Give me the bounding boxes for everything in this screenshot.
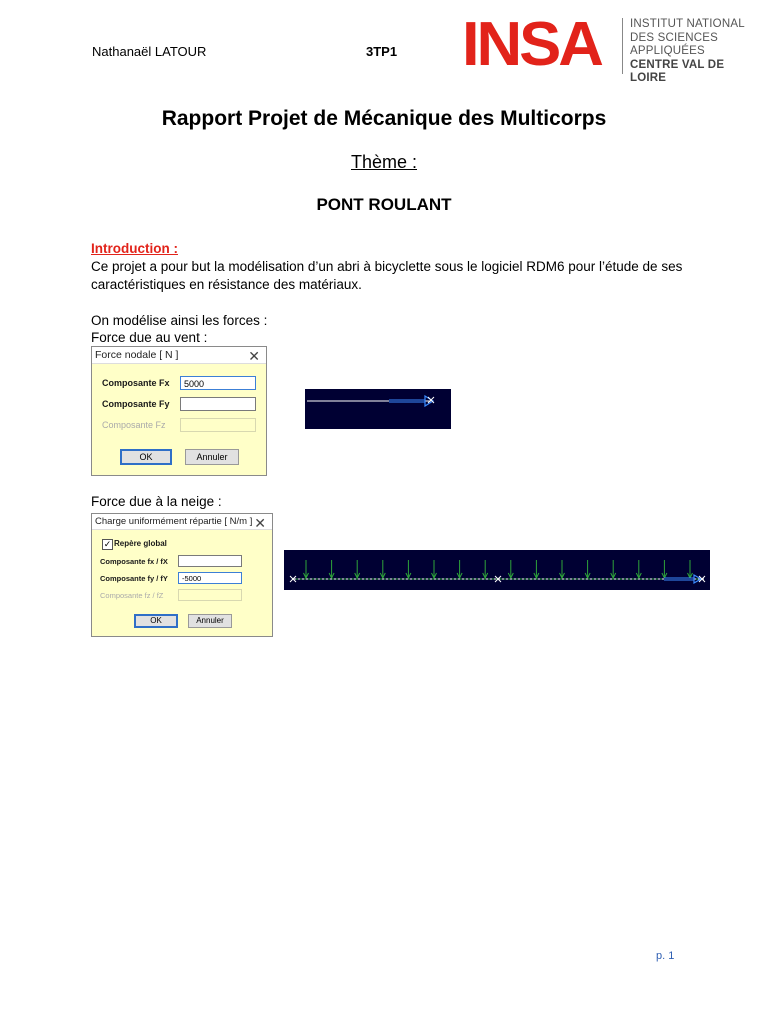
charge-repartie-dialog <box>91 513 273 637</box>
logo-line-3: APPLIQUÉES <box>630 45 705 57</box>
snow-load-canvas <box>284 550 710 590</box>
insa-logo <box>462 10 752 84</box>
load-arrow <box>508 560 513 578</box>
load-arrow <box>560 560 565 578</box>
document-title: Rapport Projet de Mécanique des Multicorps <box>161 107 607 130</box>
repere-global-checkbox[interactable]: ✓ <box>103 539 112 549</box>
distributed-load-arrows <box>304 560 693 578</box>
fy-label: Composante Fy <box>102 399 170 409</box>
close-icon[interactable]: ✕ <box>248 348 260 364</box>
fz-label: Composante fz / fZ <box>100 591 164 600</box>
dialog-title <box>92 347 266 364</box>
load-arrow <box>483 560 488 578</box>
load-arrow <box>304 560 309 578</box>
load-arrow <box>662 560 667 578</box>
dialog-title-text: Charge uniformément répartie [ N/m ] <box>95 516 253 527</box>
fz-label: Composante Fz <box>102 420 166 430</box>
fy-input[interactable]: -5000 <box>178 572 242 584</box>
load-arrow <box>636 560 641 578</box>
subject-title: PONT ROULANT <box>316 195 452 214</box>
logo-separator <box>622 18 623 74</box>
cancel-button[interactable]: Annuler <box>185 449 239 465</box>
logo-wordmark: INSA <box>462 10 601 79</box>
force-nodale-dialog <box>91 346 267 476</box>
close-icon[interactable]: ✕ <box>254 515 266 531</box>
fy-input[interactable] <box>180 397 256 411</box>
theme-label-text: Thème : <box>350 152 418 172</box>
load-arrow <box>534 560 539 578</box>
introduction-text: Ce projet a pour but la modélisation d’un abri à bicyclette sous le logiciel RDM6 pour l’étude de ses caractéristiques en résistance des matériaux. <box>91 259 683 292</box>
page-number: p. 1 <box>656 950 675 962</box>
fx-input[interactable]: 5000 <box>180 376 256 390</box>
wind-caption: Force due au vent : <box>91 330 208 345</box>
class-code: 3TP1 <box>366 44 398 59</box>
author-name: Nathanaël LATOUR <box>92 44 207 59</box>
load-arrow <box>585 560 590 578</box>
load-arrow <box>457 560 462 578</box>
fx-label: Composante Fx <box>102 378 170 388</box>
load-arrow <box>329 560 334 578</box>
logo-institution-text <box>630 18 752 86</box>
logo-line-2: DES SCIENCES <box>630 31 719 44</box>
ok-button[interactable]: OK <box>120 449 172 465</box>
load-arrow <box>432 560 437 578</box>
ok-button[interactable]: OK <box>134 614 178 628</box>
load-arrow <box>688 560 693 578</box>
load-arrow <box>355 560 360 578</box>
snow-caption: Force due à la neige : <box>91 494 222 509</box>
fx-input[interactable] <box>178 555 242 567</box>
repere-global-label: Repère global <box>114 539 167 548</box>
logo-line-1: INSTITUT NATIONAL <box>630 18 745 30</box>
introduction-heading: Introduction : <box>91 241 178 256</box>
dialog-title-text: Force nodale [ N ] <box>95 349 179 361</box>
logo-line-4: CENTRE VAL DE LOIRE <box>630 58 725 84</box>
fz-input <box>178 589 242 601</box>
load-arrow <box>611 560 616 578</box>
fy-label: Composante fy / fY <box>100 574 168 583</box>
forces-intro: On modélise ainsi les forces : <box>91 313 268 328</box>
cancel-button[interactable]: Annuler <box>188 614 232 628</box>
load-arrow <box>380 560 385 578</box>
fx-label: Composante fx / fX <box>100 557 168 566</box>
theme-label <box>0 152 768 173</box>
wind-force-canvas <box>305 389 451 429</box>
fz-input <box>180 418 256 432</box>
load-arrow <box>406 560 411 578</box>
dialog-title <box>92 514 272 530</box>
